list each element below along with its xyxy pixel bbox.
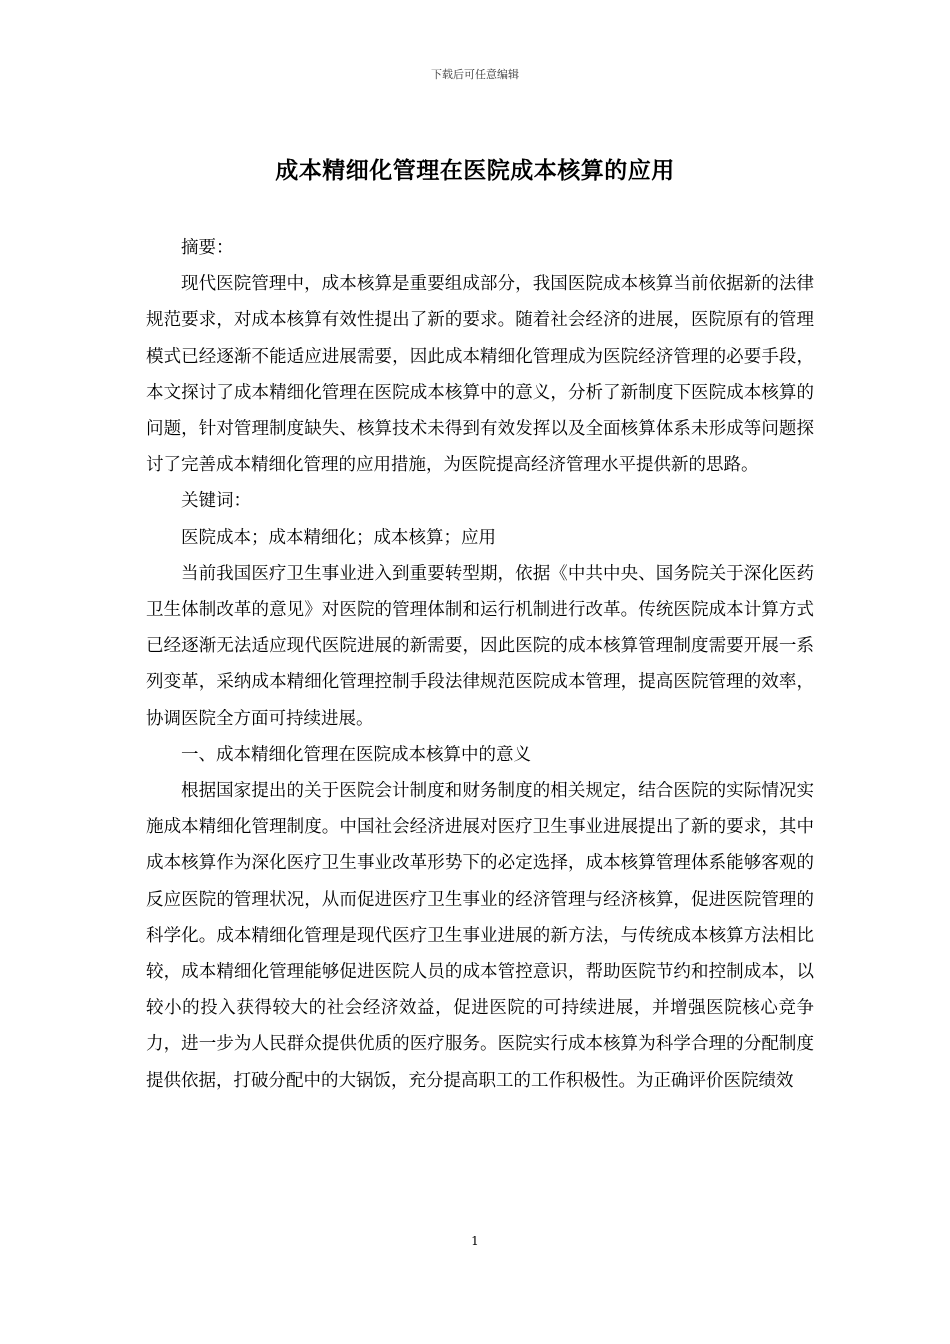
keywords-paragraph: 医院成本；成本精细化；成本核算；应用 bbox=[181, 527, 496, 548]
abstract-paragraph: 现代医院管理中，成本核算是重要组成部分，我国医院成本核算当前依据新的法律规范要求，对成本核算有效性提出了新的要求。随着社会经济的进展，医院原有的管理模式已经逐渐不能适应进展需要，因此成本精细化管理成为医院经济管理的必要手段，本文探讨了成本精细化管理在医院成本核算中的意义，分析了新制度下医院成本核算的问题，针对管理制度缺失、核算技术未得到有效发挥以及全面核算体系未形成等问题探讨了完善成本精细化管理的应用措施，为医院提高经济管理水平提供新的思路。 bbox=[146, 274, 814, 476]
document-body bbox=[146, 230, 814, 1099]
section-heading: 一、成本精细化管理在医院成本核算中的意义 bbox=[181, 744, 531, 765]
document-title: 成本精细化管理在医院成本核算的应用 bbox=[275, 157, 675, 184]
intro-paragraph: 当前我国医疗卫生事业进入到重要转型期，依据《中共中央、国务院关于深化医药卫生体制改革的意见》对医院的管理体制和运行机制进行改革。传统医院成本计算方式已经逐渐无法适应现代医院进展的新需要，因此医院的成本核算管理制度需要开展一系列变革，采纳成本精细化管理控制手段法律规范医院成本管理，提高医院管理的效率，协调医院全方面可持续进展。 bbox=[146, 563, 814, 729]
abstract-label: 摘要： bbox=[181, 238, 234, 258]
page-number: 1 bbox=[471, 1234, 479, 1248]
keywords-label: 关键词： bbox=[181, 491, 251, 512]
section-paragraph: 根据国家提出的关于医院会计制度和财务制度的相关规定，结合医院的实际情况实施成本精细化管理制度。中国社会经济进展对医疗卫生事业进展提出了新的要求，其中成本核算作为深化医疗卫生事业改革形势下的必定选择，成本核算管理体系能够客观的反应医院的管理状况，从而促进医疗卫生事业的经济管理与经济核算，促进医院管理的科学化。成本精细化管理是现代医疗卫生事业进展的新方法，与传统成本核算方法相比较，成本精细化管理能够促进医院人员的成本管控意识，帮助医院节约和控制成本，以较小的投入获得较大的社会经济效益，促进医院的可持续进展，并增强医院核心竞争力，进一步为人民群众提供优质的医疗服务。医院实行成本核算为科学合理的分配制度提供依据，打破分配中的大锅饭，充分提高职工的工作积极性。为正确评价医院绩效 bbox=[146, 781, 814, 1091]
header-note: 下载后可任意编辑 bbox=[431, 68, 519, 81]
